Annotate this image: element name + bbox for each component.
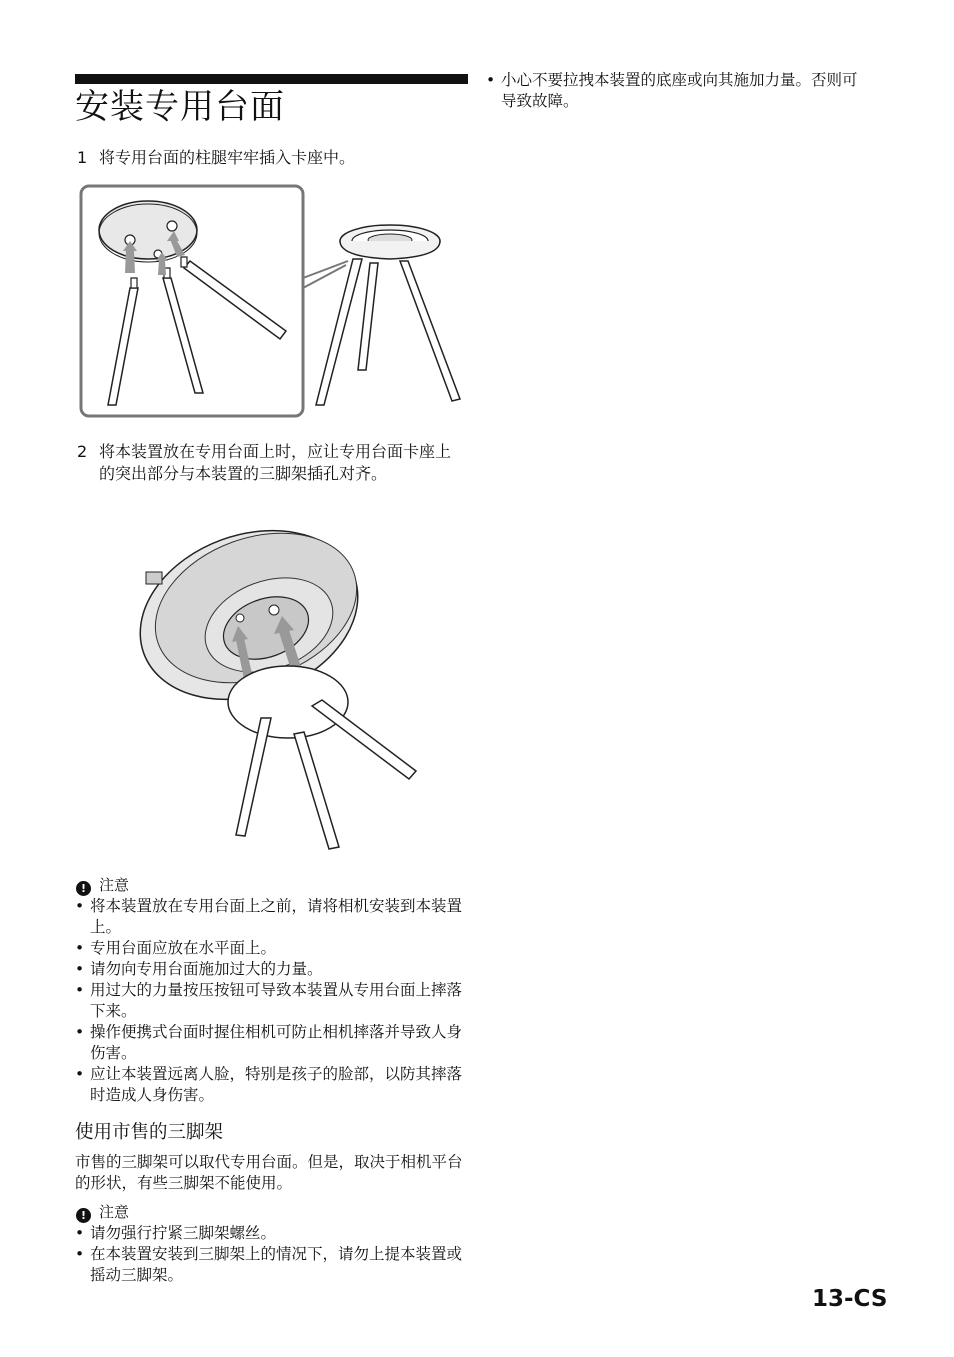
step-number: 2 xyxy=(77,442,88,461)
step-text: 将专用台面的柱腿牢牢插入卡座中。 xyxy=(99,148,356,167)
right-column-list xyxy=(485,70,870,112)
list-item: • 请勿强行拧紧三脚架螺丝。 xyxy=(74,1223,464,1244)
list-item: • 小心不要拉拽本装置的底座或向其施加力量。否则可导致故障。 xyxy=(485,70,870,112)
list-item: • 在本装置安装到三脚架上的情况下，请勿上提本装置或摇动三脚架。 xyxy=(74,1244,464,1286)
note-1-heading xyxy=(76,875,196,895)
page-title: 安装专用台面 xyxy=(75,87,285,127)
page-number: 13-CS xyxy=(812,1286,888,1312)
list-item: • 用过大的力量按压按钮可导致本装置从专用台面上摔落下来。 xyxy=(74,980,464,1022)
list-item: • 专用台面应放在水平面上。 xyxy=(74,938,464,959)
section-paragraph: 市售的三脚架可以取代专用台面。但是，取决于相机平台的形状，有些三脚架不能使用。 xyxy=(75,1153,463,1192)
figure-align-unit xyxy=(134,520,424,860)
list-item: • 将本装置放在专用台面上之前，请将相机安装到本装置上。 xyxy=(74,896,464,938)
note-2-list xyxy=(74,1223,464,1286)
note-2-label: 注意 xyxy=(99,1203,130,1221)
title-rule xyxy=(75,74,468,84)
step-number: 1 xyxy=(77,148,88,167)
note-1-label: 注意 xyxy=(99,876,130,894)
figure-insert-legs xyxy=(78,183,468,419)
caution-icon: ! xyxy=(76,1208,91,1223)
list-item: • 操作便携式台面时握住相机可防止相机摔落并导致人身伤害。 xyxy=(74,1022,464,1064)
caution-icon: ! xyxy=(76,881,91,896)
step-1 xyxy=(77,147,467,171)
note-2-heading xyxy=(76,1202,196,1222)
list-item: • 应让本装置远离人脸，特别是孩子的脸部，以防其摔落时造成人身伤害。 xyxy=(74,1064,464,1106)
note-1-list xyxy=(74,896,464,1106)
step-2 xyxy=(77,441,467,511)
list-item: • 请勿向专用台面施加过大的力量。 xyxy=(74,959,464,980)
step-text: 将本装置放在专用台面上时，应让专用台面卡座上的突出部分与本装置的三脚架插孔对齐。 xyxy=(99,442,452,483)
section-heading: 使用市售的三脚架 xyxy=(75,1122,224,1143)
